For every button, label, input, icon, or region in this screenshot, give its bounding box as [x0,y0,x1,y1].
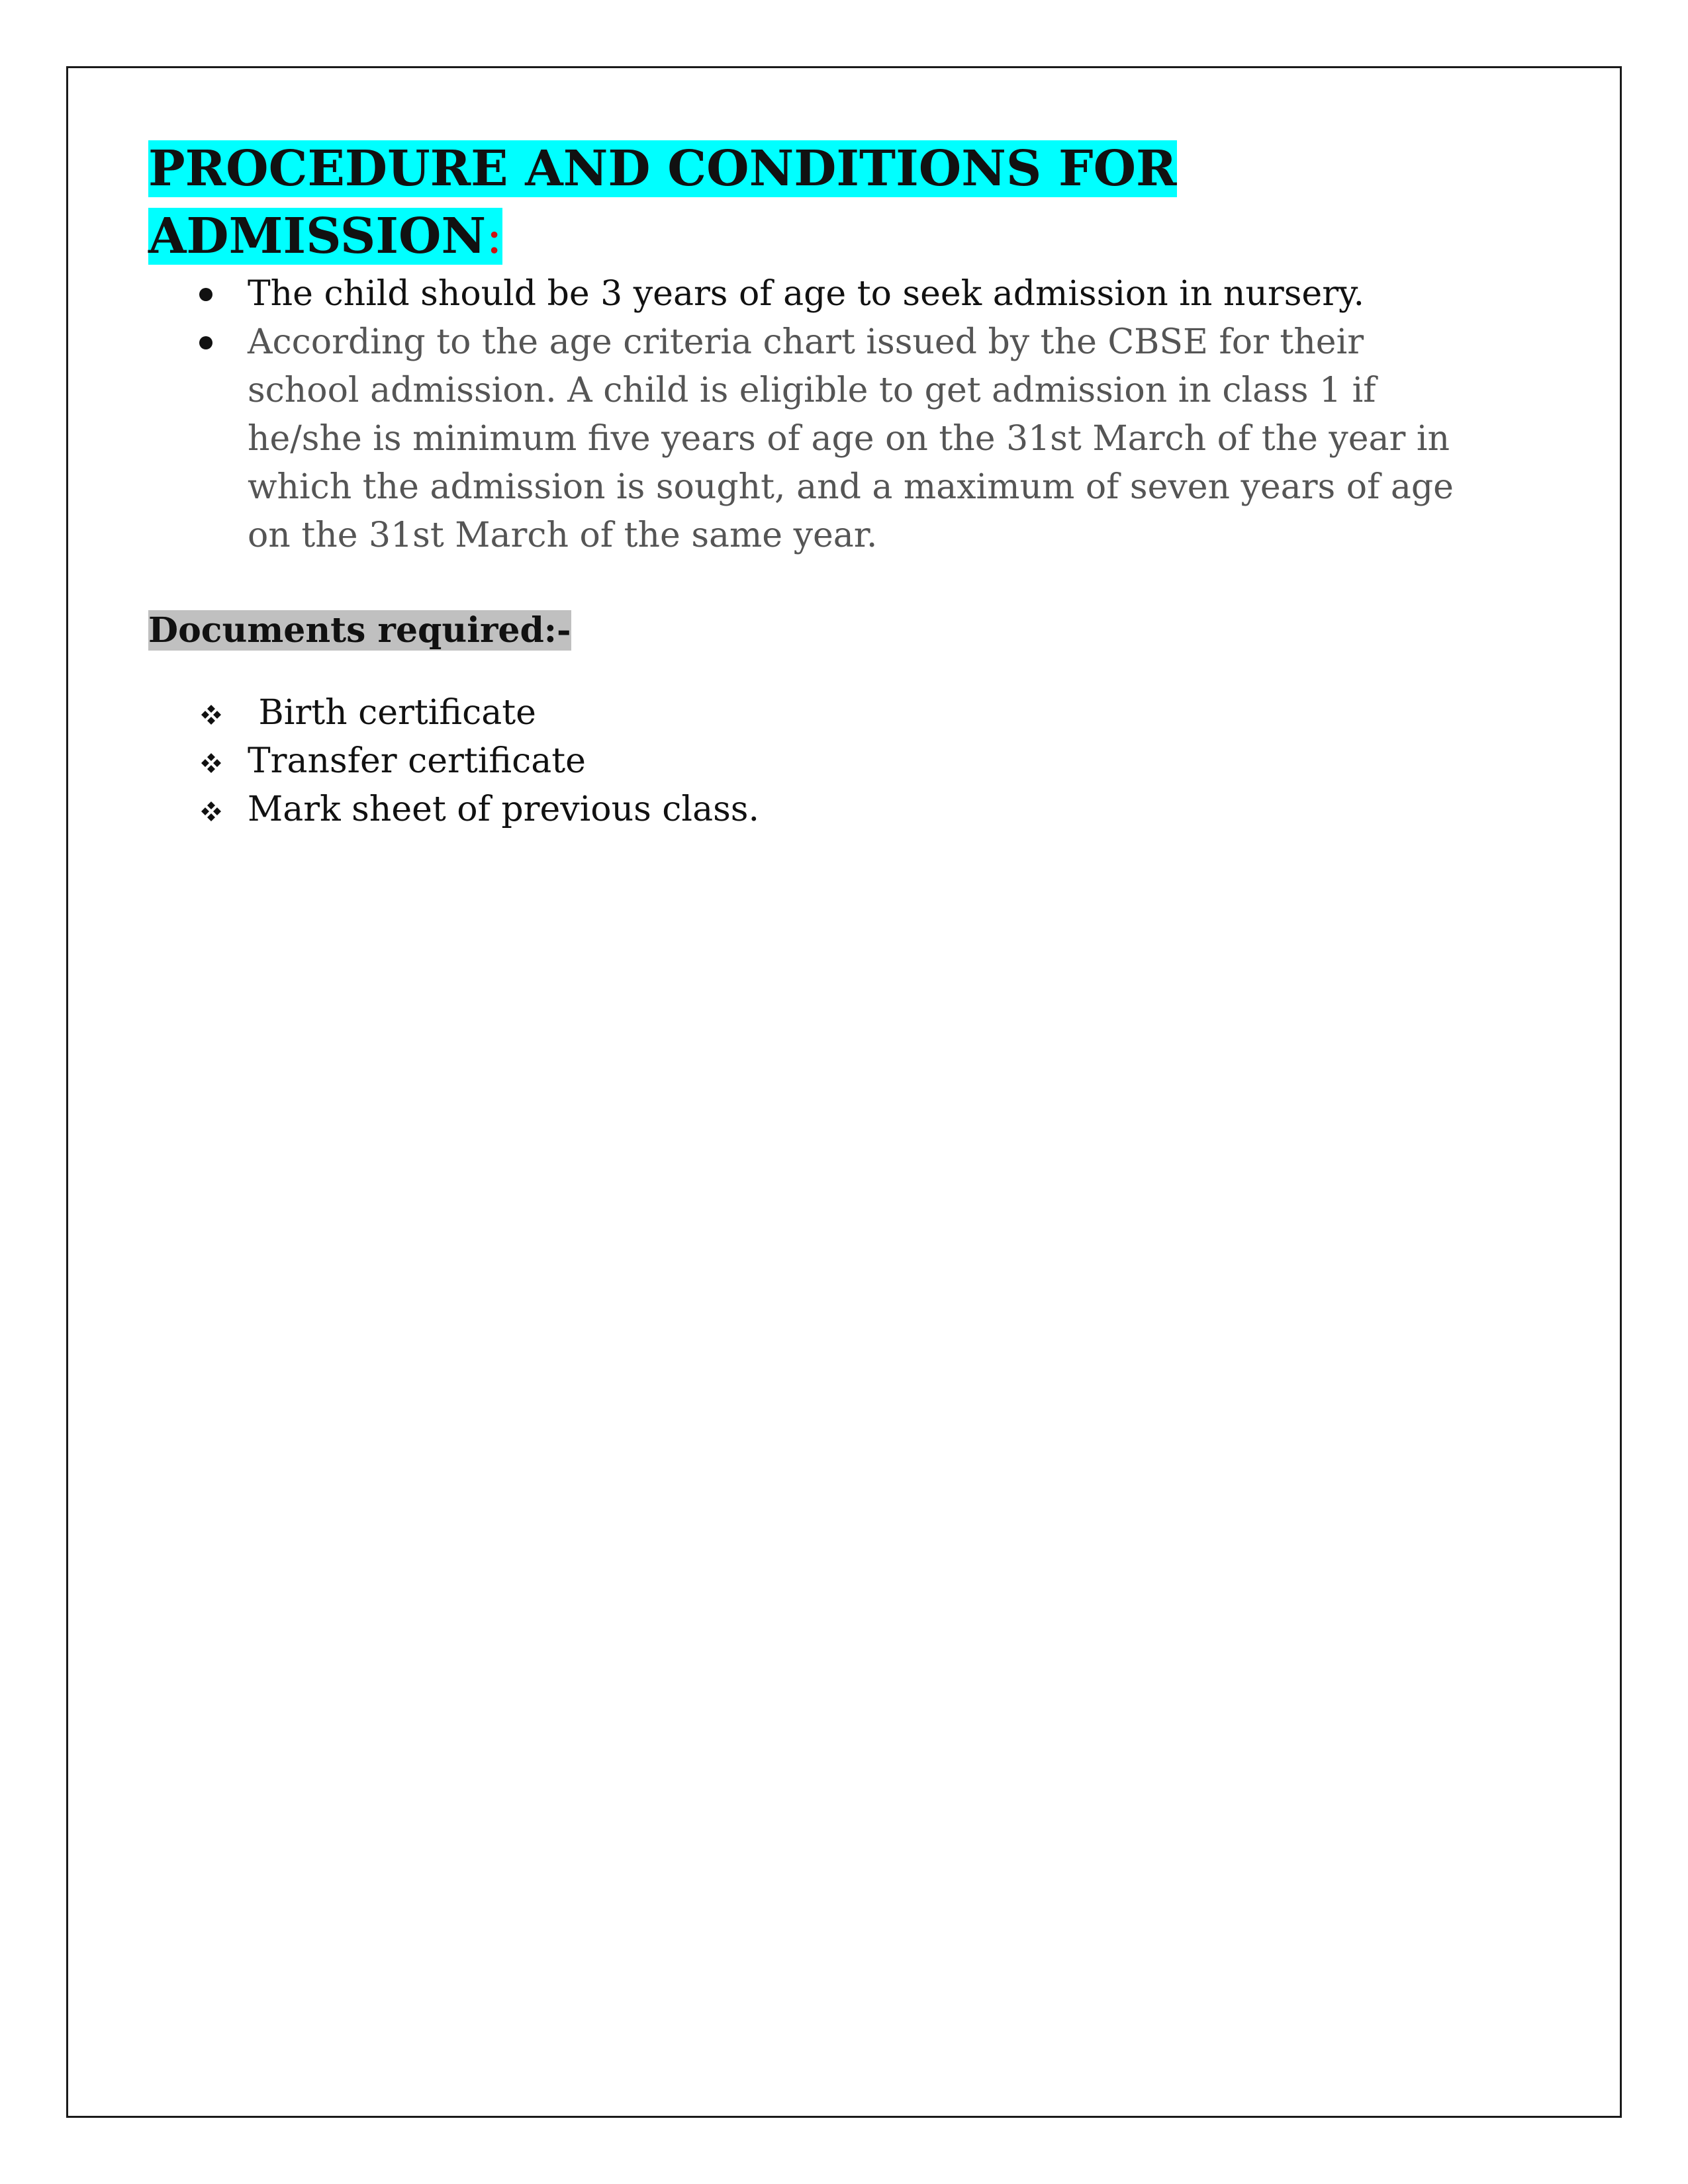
documents-heading-text: Documents required:- [148,610,571,651]
document-content [148,135,1472,834]
bullet-icon [199,336,212,349]
list-item-text: Mark sheet of previous class. [248,790,759,829]
four-diamond-bullet-icon [201,753,221,773]
page-title-colon: : [486,208,503,265]
list-item [148,318,1472,560]
four-diamond-bullet-icon [201,705,221,725]
page-title-admission: ADMISSION [148,208,487,265]
list-item [148,689,1472,737]
list-item-text: The child should be 3 years of age to seek admission in nursery. [248,274,1365,314]
four-diamond-bullet-icon [201,801,221,821]
bullet-icon [199,288,212,301]
conditions-list [148,270,1472,560]
list-item [148,737,1472,786]
list-item-text: Birth certificate [248,693,536,733]
documents-list [148,689,1472,834]
page-title [148,135,1207,270]
list-item-text: Transfer certificate [248,741,586,781]
list-item-text: According to the age criteria chart issued by the CBSE for their school admission. A child is eligible to get admission in class 1 if he/she is minimum five years of age on the 31st March of the year in which the admission is sought, and a maximum of seven years of age on the 31st March of the same year. [248,322,1454,555]
list-item [148,786,1472,834]
page-title-line-2 [148,208,502,265]
list-item [148,270,1472,318]
documents-heading [148,606,1472,655]
page-title-line-1: PROCEDURE AND CONDITIONS FOR [148,140,1177,197]
